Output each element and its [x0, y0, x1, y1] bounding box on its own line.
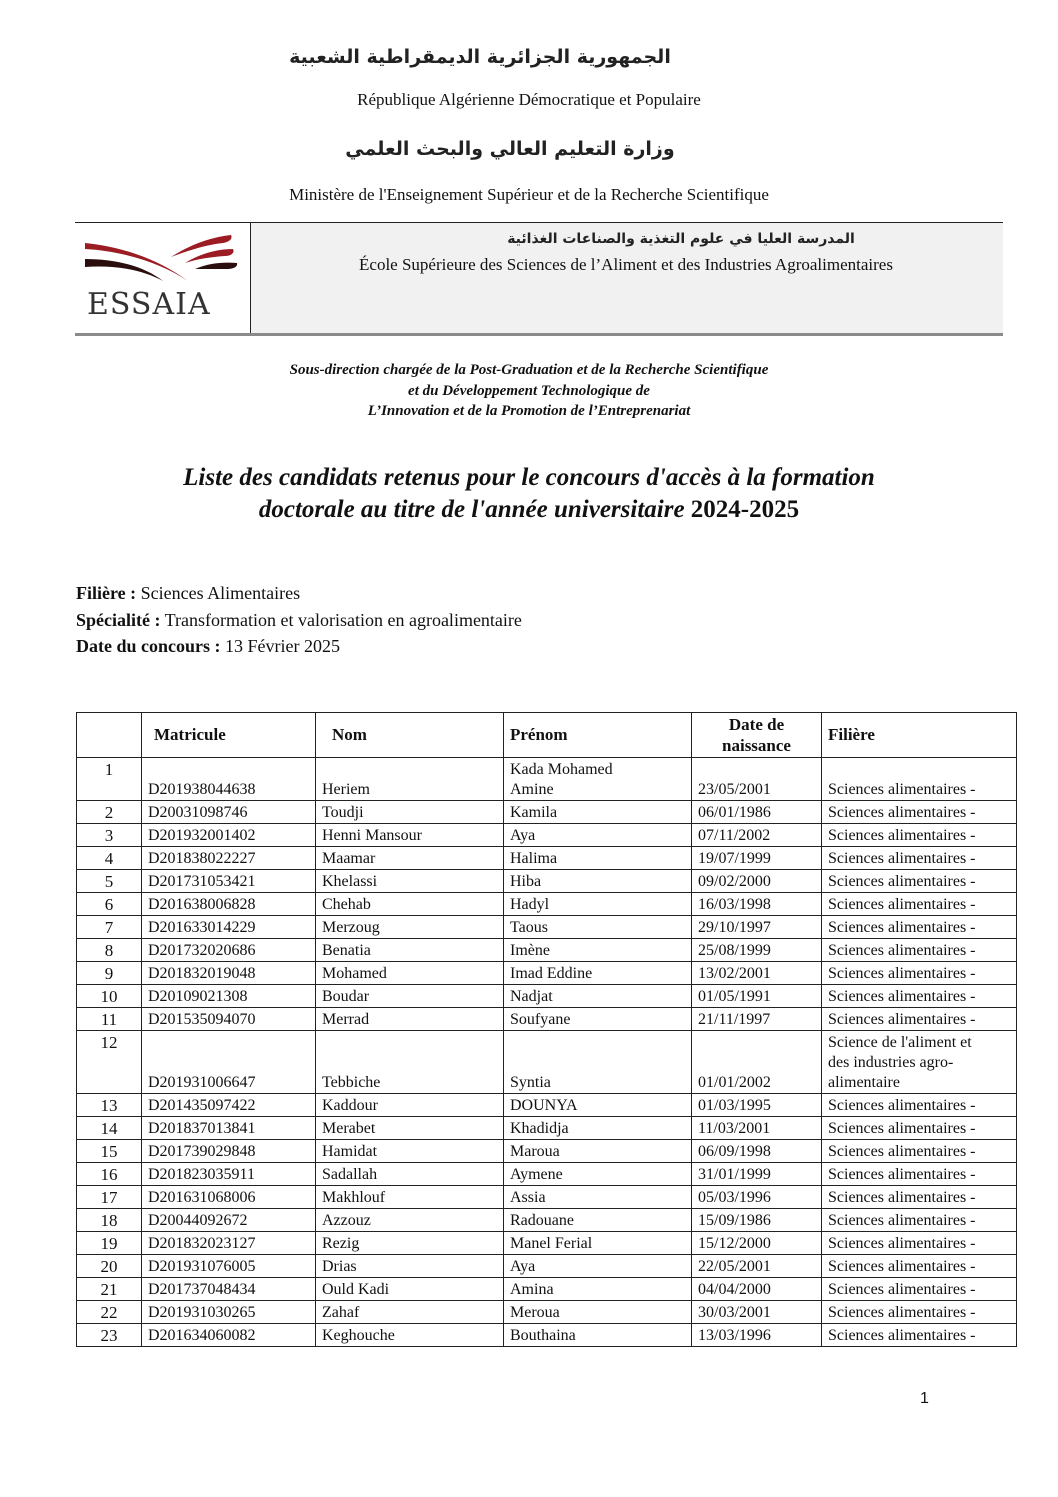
cell-prenom: Imad Eddine — [504, 962, 692, 985]
cell-matricule: D201737048434 — [142, 1278, 316, 1301]
cell-prenom: Manel Ferial — [504, 1232, 692, 1255]
cell-nom: Sadallah — [316, 1163, 504, 1186]
table-row — [77, 847, 1017, 870]
table-row — [77, 1008, 1017, 1031]
banner-text-panel — [250, 223, 1003, 333]
cell-matricule: D201832019048 — [142, 962, 316, 985]
table-row — [77, 893, 1017, 916]
row-number: 2 — [77, 801, 142, 824]
cell-prenom: Bouthaina — [504, 1324, 692, 1347]
cell-prenom: Khadidja — [504, 1117, 692, 1140]
cell-prenom: Amina — [504, 1278, 692, 1301]
title-line-1: Liste des candidats retenus pour le concours d'accès à la formation — [183, 464, 875, 491]
title-line-2: doctorale au titre de l'année universitaire 2024-2025 — [258, 496, 800, 523]
cell-prenom: Hadyl — [504, 893, 692, 916]
cell-matricule: D201535094070 — [142, 1008, 316, 1031]
table-row — [77, 870, 1017, 893]
row-number: 10 — [77, 985, 142, 1008]
table-row — [77, 985, 1017, 1008]
arabic-republic-heading: الجمهورية الجزائرية الديمقراطية الشعبية — [289, 46, 671, 68]
cell-matricule: D201739029848 — [142, 1140, 316, 1163]
cell-matricule: D201638006828 — [142, 893, 316, 916]
cell-date-naissance: 29/10/1997 — [692, 916, 822, 939]
row-number: 21 — [77, 1278, 142, 1301]
table-row — [77, 1140, 1017, 1163]
cell-prenom: Soufyane — [504, 1008, 692, 1031]
cell-prenom: Taous — [504, 916, 692, 939]
cell-matricule: D20031098746 — [142, 801, 316, 824]
cell-filiere: Sciences alimentaires - — [822, 916, 1017, 939]
document-title — [0, 462, 1058, 526]
row-number: 12 — [77, 1031, 142, 1094]
subdirection-block — [0, 360, 1058, 422]
cell-matricule: D201938044638 — [142, 758, 316, 801]
cell-filiere: Sciences alimentaires - — [822, 1008, 1017, 1031]
cell-date-naissance: 09/02/2000 — [692, 870, 822, 893]
row-number: 17 — [77, 1186, 142, 1209]
logo-swoosh-icon — [83, 229, 243, 289]
cell-nom: Kaddour — [316, 1094, 504, 1117]
table-row — [77, 939, 1017, 962]
cell-nom: Merzoug — [316, 916, 504, 939]
table-row — [77, 1301, 1017, 1324]
cell-date-naissance: 15/12/2000 — [692, 1232, 822, 1255]
row-number: 5 — [77, 870, 142, 893]
cell-filiere: Sciences alimentaires - — [822, 1209, 1017, 1232]
cell-date-naissance: 05/03/1996 — [692, 1186, 822, 1209]
cell-matricule: D201832023127 — [142, 1232, 316, 1255]
cell-matricule: D201631068006 — [142, 1186, 316, 1209]
cell-filiere: Sciences alimentaires - — [822, 1278, 1017, 1301]
cell-nom: Khelassi — [316, 870, 504, 893]
header-index — [77, 713, 142, 758]
cell-matricule: D201932001402 — [142, 824, 316, 847]
cell-nom: Heriem — [316, 758, 504, 801]
table-row — [77, 1163, 1017, 1186]
cell-filiere: Sciences alimentaires - — [822, 1117, 1017, 1140]
cell-matricule: D201634060082 — [142, 1324, 316, 1347]
date-line: Date du concours : 13 Février 2025 — [76, 636, 340, 656]
table-row — [77, 1186, 1017, 1209]
cell-date-naissance: 30/03/2001 — [692, 1301, 822, 1324]
header-filiere: Filière — [822, 713, 1017, 758]
cell-date-naissance: 01/05/1991 — [692, 985, 822, 1008]
candidates-table — [76, 712, 1017, 1347]
cell-filiere: Sciences alimentaires - — [822, 1186, 1017, 1209]
cell-date-naissance: 31/01/1999 — [692, 1163, 822, 1186]
school-banner — [75, 222, 1003, 336]
cell-matricule: D201823035911 — [142, 1163, 316, 1186]
cell-filiere: Sciences alimentaires - — [822, 939, 1017, 962]
cell-date-naissance: 04/04/2000 — [692, 1278, 822, 1301]
cell-matricule: D201931076005 — [142, 1255, 316, 1278]
cell-matricule: D201931030265 — [142, 1301, 316, 1324]
cell-filiere: Sciences alimentaires - — [822, 1140, 1017, 1163]
cell-filiere: Sciences alimentaires - — [822, 962, 1017, 985]
cell-filiere: Sciences alimentaires - — [822, 1301, 1017, 1324]
row-number: 4 — [77, 847, 142, 870]
arabic-ministry-heading: وزارة التعليم العالي والبحث العلمي — [345, 138, 675, 160]
table-row — [77, 1232, 1017, 1255]
cell-matricule: D201732020686 — [142, 939, 316, 962]
cell-matricule: D20044092672 — [142, 1209, 316, 1232]
cell-nom: Rezig — [316, 1232, 504, 1255]
row-number: 3 — [77, 824, 142, 847]
row-number: 11 — [77, 1008, 142, 1031]
table-row — [77, 824, 1017, 847]
cell-filiere: Sciences alimentaires - — [822, 1232, 1017, 1255]
header-matricule: Matricule — [142, 713, 316, 758]
cell-date-naissance: 06/01/1986 — [692, 801, 822, 824]
table-row — [77, 1209, 1017, 1232]
table-row — [77, 801, 1017, 824]
cell-date-naissance: 11/03/2001 — [692, 1117, 822, 1140]
cell-prenom: Maroua — [504, 1140, 692, 1163]
header-date-naissance: Date de naissance — [692, 713, 822, 758]
cell-nom: Maamar — [316, 847, 504, 870]
cell-filiere: Sciences alimentaires - — [822, 870, 1017, 893]
subdirection-line-1: Sous-direction chargée de la Post-Graduation et de la Recherche Scientifique — [289, 362, 769, 378]
cell-nom: Azzouz — [316, 1209, 504, 1232]
cell-filiere: Sciences alimentaires - — [822, 758, 1017, 801]
table-row — [77, 1255, 1017, 1278]
cell-prenom: Kamila — [504, 801, 692, 824]
cell-date-naissance: 22/05/2001 — [692, 1255, 822, 1278]
row-number: 23 — [77, 1324, 142, 1347]
cell-matricule: D20109021308 — [142, 985, 316, 1008]
table-header-row — [77, 713, 1017, 758]
cell-nom: Merrad — [316, 1008, 504, 1031]
cell-matricule: D201731053421 — [142, 870, 316, 893]
row-number: 13 — [77, 1094, 142, 1117]
cell-date-naissance: 25/08/1999 — [692, 939, 822, 962]
cell-nom: Henni Mansour — [316, 824, 504, 847]
cell-prenom: Syntia — [504, 1031, 692, 1094]
cell-matricule: D201838022227 — [142, 847, 316, 870]
cell-nom: Zahaf — [316, 1301, 504, 1324]
table-row — [77, 1324, 1017, 1347]
cell-matricule: D201837013841 — [142, 1117, 316, 1140]
cell-nom: Toudji — [316, 801, 504, 824]
table-row — [77, 1094, 1017, 1117]
school-name: École Supérieure des Sciences de l’Aliment et des Industries Agroalimentaires — [359, 255, 893, 274]
table-row — [77, 962, 1017, 985]
cell-filiere: Sciences alimentaires - — [822, 847, 1017, 870]
cell-date-naissance: 06/09/1998 — [692, 1140, 822, 1163]
cell-date-naissance: 23/05/2001 — [692, 758, 822, 801]
row-number: 6 — [77, 893, 142, 916]
cell-nom: Boudar — [316, 985, 504, 1008]
concours-meta — [76, 580, 522, 660]
cell-nom: Keghouche — [316, 1324, 504, 1347]
cell-date-naissance: 21/11/1997 — [692, 1008, 822, 1031]
arabic-school-name: المدرسة العليا في علوم التغذية والصناعات الغذائية — [507, 231, 855, 247]
header-prenom: Prénom — [504, 713, 692, 758]
row-number: 14 — [77, 1117, 142, 1140]
cell-prenom: Radouane — [504, 1209, 692, 1232]
cell-nom: Benatia — [316, 939, 504, 962]
cell-nom: Drias — [316, 1255, 504, 1278]
cell-nom: Tebbiche — [316, 1031, 504, 1094]
cell-matricule: D201435097422 — [142, 1094, 316, 1117]
cell-nom: Chehab — [316, 893, 504, 916]
cell-prenom: Meroua — [504, 1301, 692, 1324]
filiere-line: Filière : Sciences Alimentaires — [76, 583, 301, 603]
cell-filiere: Science de l'aliment et des industries agro- alimentaire — [822, 1031, 1017, 1094]
cell-prenom: Halima — [504, 847, 692, 870]
cell-prenom: Assia — [504, 1186, 692, 1209]
cell-matricule: D201633014229 — [142, 916, 316, 939]
table-row — [77, 1117, 1017, 1140]
cell-nom: Makhlouf — [316, 1186, 504, 1209]
cell-date-naissance: 01/01/2002 — [692, 1031, 822, 1094]
cell-prenom: Aya — [504, 1255, 692, 1278]
table-row — [77, 1278, 1017, 1301]
cell-filiere: Sciences alimentaires - — [822, 1324, 1017, 1347]
cell-filiere: Sciences alimentaires - — [822, 824, 1017, 847]
cell-nom: Ould Kadi — [316, 1278, 504, 1301]
ministry-heading: Ministère de l'Enseignement Supérieur et de la Recherche Scientifique — [289, 185, 769, 204]
cell-nom: Mohamed — [316, 962, 504, 985]
row-number: 8 — [77, 939, 142, 962]
subdirection-line-2: et du Développement Technologique de — [408, 382, 650, 399]
cell-nom: Merabet — [316, 1117, 504, 1140]
row-number: 1 — [77, 758, 142, 801]
cell-prenom: Aymene — [504, 1163, 692, 1186]
cell-matricule: D201931006647 — [142, 1031, 316, 1094]
table-row — [77, 758, 1017, 801]
row-number: 18 — [77, 1209, 142, 1232]
row-number: 22 — [77, 1301, 142, 1324]
cell-filiere: Sciences alimentaires - — [822, 985, 1017, 1008]
row-number: 20 — [77, 1255, 142, 1278]
page-number: 1 — [920, 1390, 929, 1407]
cell-filiere: Sciences alimentaires - — [822, 1163, 1017, 1186]
cell-date-naissance: 13/02/2001 — [692, 962, 822, 985]
cell-filiere: Sciences alimentaires - — [822, 1255, 1017, 1278]
cell-nom: Hamidat — [316, 1140, 504, 1163]
cell-prenom: DOUNYA — [504, 1094, 692, 1117]
cell-date-naissance: 19/07/1999 — [692, 847, 822, 870]
subdirection-line-3: L’Innovation et de la Promotion de l’Entreprenariat — [367, 403, 691, 419]
table-row — [77, 916, 1017, 939]
cell-prenom: Imène — [504, 939, 692, 962]
row-number: 19 — [77, 1232, 142, 1255]
cell-date-naissance: 01/03/1995 — [692, 1094, 822, 1117]
cell-prenom: Hiba — [504, 870, 692, 893]
row-number: 15 — [77, 1140, 142, 1163]
cell-prenom: Aya — [504, 824, 692, 847]
specialite-line: Spécialité : Transformation et valorisation en agroalimentaire — [76, 609, 522, 630]
row-number: 9 — [77, 962, 142, 985]
academic-year: 2024-2025 — [690, 496, 800, 523]
table-row — [77, 1031, 1017, 1094]
essaia-logo — [83, 229, 243, 324]
cell-prenom: Kada Mohamed Amine — [504, 758, 692, 801]
row-number: 7 — [77, 916, 142, 939]
cell-date-naissance: 13/03/1996 — [692, 1324, 822, 1347]
cell-filiere: Sciences alimentaires - — [822, 893, 1017, 916]
cell-filiere: Sciences alimentaires - — [822, 1094, 1017, 1117]
cell-prenom: Nadjat — [504, 985, 692, 1008]
cell-date-naissance: 07/11/2002 — [692, 824, 822, 847]
row-number: 16 — [77, 1163, 142, 1186]
cell-filiere: Sciences alimentaires - — [822, 801, 1017, 824]
logo-text: ESSAIA — [87, 287, 211, 322]
cell-date-naissance: 16/03/1998 — [692, 893, 822, 916]
cell-date-naissance: 15/09/1986 — [692, 1209, 822, 1232]
republic-heading: République Algérienne Démocratique et Populaire — [357, 90, 701, 109]
header-nom: Nom — [316, 713, 504, 758]
